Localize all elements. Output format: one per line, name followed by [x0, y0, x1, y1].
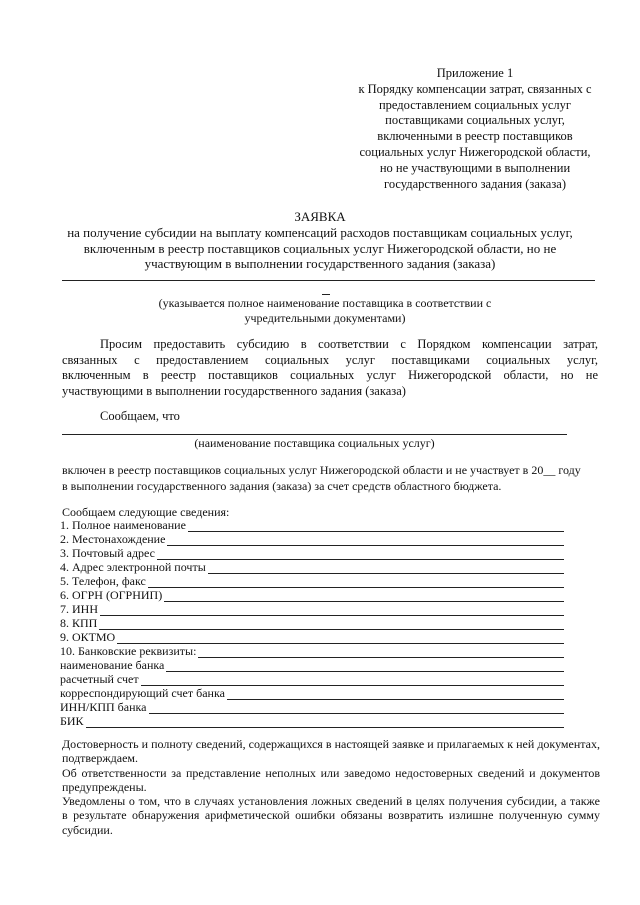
field-line[interactable]	[208, 562, 564, 574]
field-line[interactable]	[100, 604, 564, 616]
provider-name-line[interactable]	[62, 280, 595, 281]
field-email[interactable]	[60, 560, 564, 574]
field-label: 9. ОКТМО	[60, 630, 116, 644]
field-postal-address[interactable]	[60, 546, 564, 560]
field-line[interactable]	[198, 646, 564, 658]
field-label: 2. Местонахождение	[60, 532, 166, 546]
title-subtitle-line: включенным в реестр поставщиков социальных услуг Нижегородской области, но не	[83, 240, 557, 256]
field-line[interactable]	[166, 660, 564, 672]
reliability-line: подтверждаем.	[62, 751, 138, 766]
appendix-block	[350, 66, 600, 192]
appendix-line: включенными в реестр поставщиков	[377, 129, 573, 144]
field-location[interactable]	[60, 532, 564, 546]
appendix-line: к Порядку компенсации затрат, связанных с	[358, 81, 592, 96]
field-line[interactable]	[141, 674, 564, 686]
field-line[interactable]	[99, 618, 564, 630]
paragraph-line: связанных с предоставлением социальных услуг поставщиками социальных услуг,	[62, 352, 598, 367]
field-line[interactable]	[117, 632, 564, 644]
supplier-name-line[interactable]	[62, 434, 567, 435]
field-bank-details[interactable]	[60, 644, 564, 658]
field-line[interactable]	[148, 576, 564, 588]
field-label: корреспондирующий счет банка	[60, 686, 225, 700]
info-heading: Сообщаем следующие сведения:	[62, 505, 230, 519]
paragraph-line: Просим предоставить субсидию в соответствии с Порядком компенсации затрат,	[100, 337, 598, 351]
field-phone-fax[interactable]	[60, 574, 564, 588]
notified-line: субсидии.	[62, 822, 113, 837]
supplier-caption: (наименование поставщика социальных услуг)	[194, 436, 435, 450]
field-line[interactable]	[149, 702, 565, 714]
caption-line: (указывается полное наименование поставщика в соответствии с	[158, 296, 492, 310]
reliability-line: Достоверность и полноту сведений, содержащихся в настоящей заявке и прилагаемых к ней документах,	[62, 737, 600, 751]
field-label: 1. Полное наименование	[60, 518, 186, 532]
field-bik[interactable]	[60, 714, 564, 728]
field-line[interactable]	[86, 716, 564, 728]
field-kpp[interactable]	[60, 616, 564, 630]
field-label: 5. Телефон, факс	[60, 574, 146, 588]
field-label: наименование банка	[60, 658, 165, 672]
field-line[interactable]	[227, 688, 564, 700]
field-label: ИНН/КПП банка	[60, 700, 147, 714]
dash-mark	[322, 294, 330, 295]
field-label: 10. Банковские реквизиты:	[60, 644, 197, 658]
field-ogrn[interactable]	[60, 588, 564, 602]
title-subtitle-line: на получение субсидии на выплату компенсаций расходов поставщикам социальных услуг,	[67, 224, 573, 240]
caption-line: учредительными документами)	[244, 310, 406, 325]
paragraph-line: участвующими в выполнении государственного задания (заказа)	[62, 383, 406, 398]
title-word: ЗАЯВКА	[294, 209, 346, 224]
field-line[interactable]	[157, 548, 564, 560]
paragraph-line: в выполнении государственного задания (заказа) за счет средств областного бюджета.	[62, 478, 502, 493]
inform-label: Сообщаем, что	[100, 409, 180, 423]
appendix-line: государственного задания (заказа)	[384, 176, 566, 191]
field-bank-inn-kpp[interactable]	[60, 700, 564, 714]
field-line[interactable]	[167, 534, 564, 546]
field-label: 8. КПП	[60, 616, 98, 630]
field-label: 3. Почтовый адрес	[60, 546, 156, 560]
appendix-line: поставщиками социальных услуг,	[385, 113, 565, 128]
request-paragraph	[62, 337, 598, 399]
field-label: БИК	[60, 714, 84, 728]
included-paragraph	[62, 463, 602, 494]
field-full-name[interactable]	[60, 518, 564, 532]
paragraph-line: включен в реестр поставщиков социальных услуг Нижегородской области и не участвует в 20__ году	[62, 463, 581, 477]
appendix-title: Приложение 1	[436, 66, 514, 80]
notified-line: Уведомлены о том, что в случаях установления ложных сведений в целях получения субсидии, а также	[62, 794, 600, 809]
appendix-line: но не участвующими в выполнении	[379, 160, 571, 175]
field-label: 7. ИНН	[60, 602, 98, 616]
appendix-line: предоставлением социальных услуг	[378, 97, 572, 112]
document-title	[60, 209, 580, 272]
field-settlement-account[interactable]	[60, 672, 564, 686]
field-correspondent-account[interactable]	[60, 686, 564, 700]
appendix-line: социальных услуг Нижегородской области,	[359, 144, 591, 159]
title-subtitle-line: участвующим в выполнении государственного задания (заказа)	[144, 256, 496, 272]
field-label: 6. ОГРН (ОГРНИП)	[60, 588, 163, 602]
responsibility-line: Об ответственности за представление неполных или заведомо недостоверных сведений и документов	[62, 765, 600, 780]
field-line[interactable]	[188, 520, 564, 532]
field-label: расчетный счет	[60, 672, 139, 686]
field-label: 4. Адрес электронной почты	[60, 560, 206, 574]
field-bank-name[interactable]	[60, 658, 564, 672]
responsibility-line: предупреждены.	[62, 779, 147, 794]
field-oktmo[interactable]	[60, 630, 564, 644]
field-line[interactable]	[164, 590, 564, 602]
provider-caption	[110, 296, 540, 325]
closing-block	[62, 737, 600, 837]
paragraph-line: включенным в реестр поставщиков социальных услуг Нижегородской области, но не	[62, 368, 598, 382]
notified-line: в результате обнаружения арифметической ошибки обязаны возвратить излишне полученную сумму	[62, 808, 600, 823]
field-inn[interactable]	[60, 602, 564, 616]
